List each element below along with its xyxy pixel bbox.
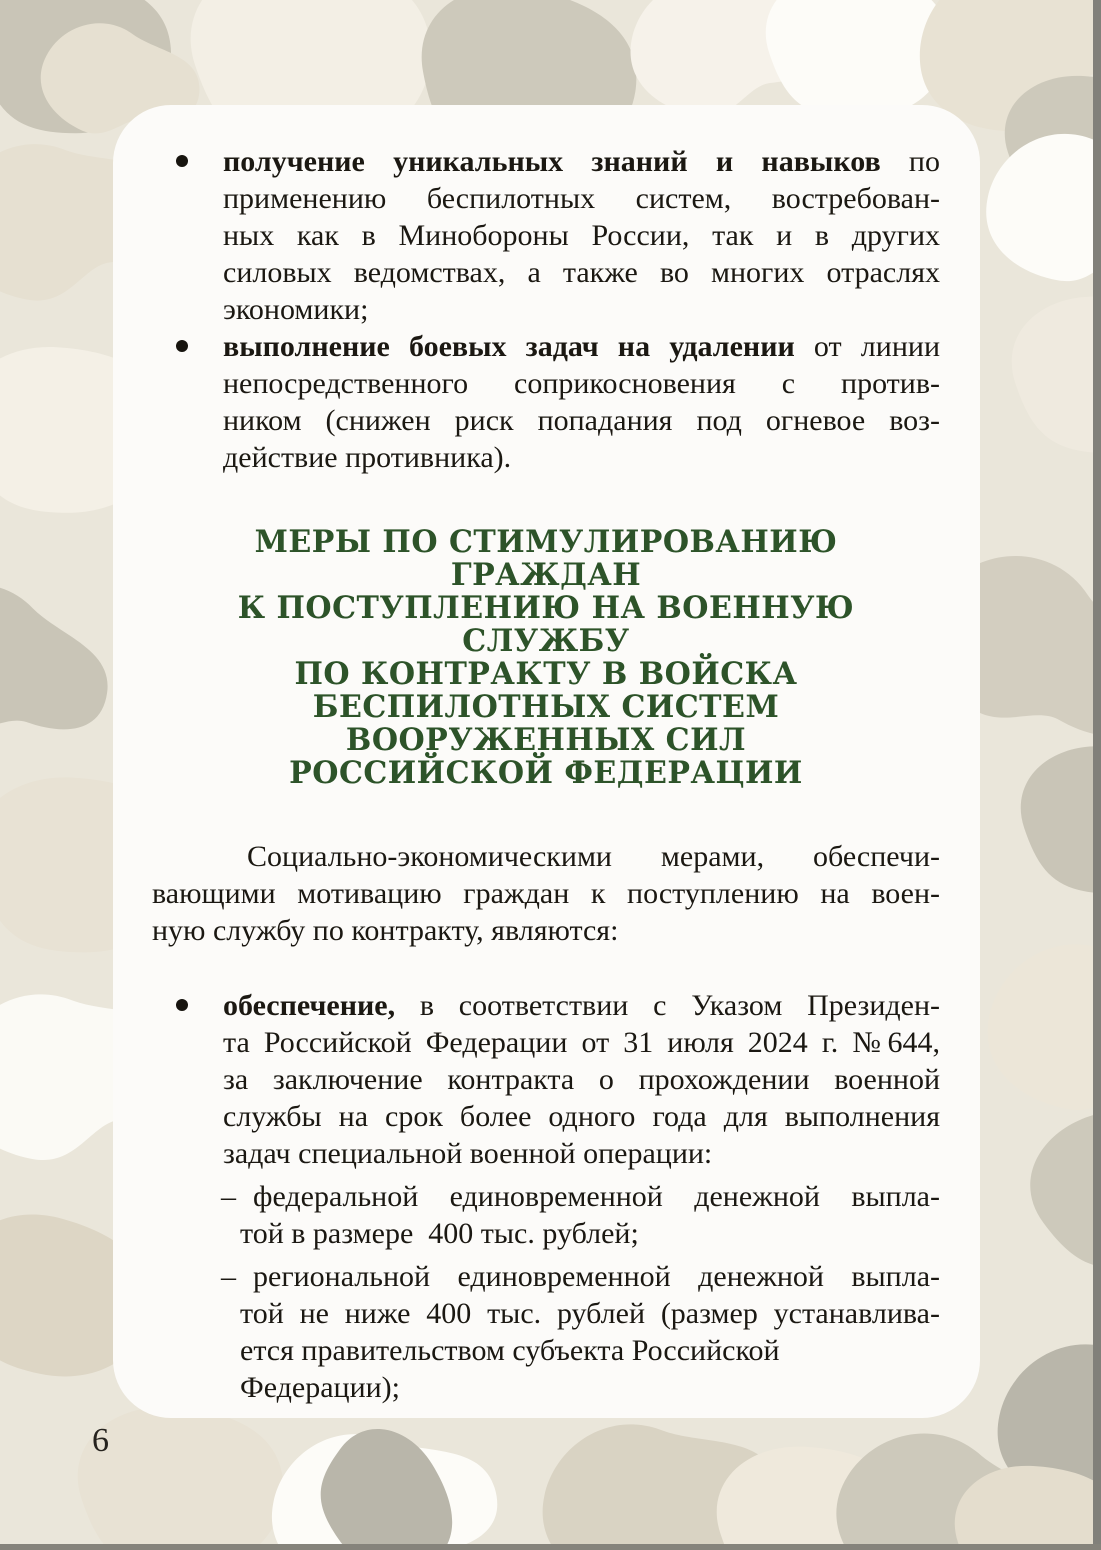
text-line: ется правительством субъекта Российской <box>240 1334 780 1367</box>
text-line: той в размере 400 тыс. рублей; <box>240 1217 639 1250</box>
heading-line: ПО КОНТРАКТУ В ВОЙСКА <box>294 656 798 692</box>
text-line: Социально-экономическими мерами, обеспечи- <box>247 840 940 873</box>
text-line: силовых ведомствах, а также во многих отраслях <box>223 256 940 289</box>
bullet-marker-icon <box>176 999 188 1011</box>
edge-strip-right <box>1093 0 1101 1550</box>
text-line <box>223 143 940 180</box>
text-line: ником (снижен риск попадания под огневое воз- <box>223 404 940 437</box>
dash-marker: – <box>221 1260 236 1293</box>
heading-line: ГРАЖДАН <box>450 557 642 593</box>
text-line: региональной единовременной денежной выпла- <box>253 1260 940 1293</box>
intro-paragraph <box>152 838 940 949</box>
text-line: Федерации); <box>240 1371 401 1404</box>
text-run: по <box>880 145 940 178</box>
list-item-payments <box>152 987 940 1172</box>
text-line: действие противника). <box>223 441 512 474</box>
text-line: задач специальной военной операции: <box>223 1137 713 1170</box>
bullet-marker-icon <box>176 155 188 167</box>
text-line: федеральной единовременной денежной выпла- <box>253 1180 940 1213</box>
text-line: экономики; <box>223 293 369 326</box>
text-line <box>223 328 940 365</box>
page-number: 6 <box>92 1422 109 1459</box>
text-line: ных как в Минобороны России, так и в других <box>223 219 940 252</box>
heading-line: БЕСПИЛОТНЫХ СИСТЕМ <box>312 689 780 725</box>
bullet-marker-icon <box>176 340 188 352</box>
text-run: от линии <box>794 330 940 363</box>
card-content <box>152 143 940 1406</box>
list-item-unique-knowledge <box>152 143 940 328</box>
bold-run: получение уникальных знаний и навыков <box>223 145 881 178</box>
text-line: вающими мотивацию граждан к поступлению на воен- <box>152 877 940 910</box>
heading-line: РОССИЙСКОЙ ФЕДЕРАЦИИ <box>289 755 803 791</box>
sub-list-item-federal-payment <box>152 1178 940 1252</box>
heading-line: ВООРУЖЕННЫХ СИЛ <box>345 722 747 758</box>
dash-marker: – <box>221 1180 236 1213</box>
edge-strip-bottom <box>0 1544 1101 1550</box>
text-line: та Российской Федерации от 31 июля 2024 г. №644, <box>223 1026 940 1059</box>
bold-run: выполнение боевых задач на удалении <box>223 330 795 363</box>
text-line: непосредственного соприкосновения с против- <box>223 367 940 400</box>
section-heading <box>152 526 940 790</box>
heading-line: МЕРЫ ПО СТИМУЛИРОВАНИЮ <box>254 524 838 560</box>
sub-list-item-regional-payment <box>152 1258 940 1406</box>
heading-line: К ПОСТУПЛЕНИЮ НА ВОЕННУЮ СЛУЖБУ <box>237 590 855 659</box>
text-line: той не ниже 400 тыс. рублей (размер устанавлива- <box>240 1297 940 1330</box>
content-card <box>113 105 980 1418</box>
bold-run: обеспечение, <box>223 989 396 1022</box>
text-line: службы на срок более одного года для выполнения <box>223 1100 940 1133</box>
text-line: за заключение контракта о прохождении военной <box>223 1063 940 1096</box>
text-line: ную службу по контракту, являются: <box>152 914 619 947</box>
text-line: применению беспилотных систем, востребован- <box>223 182 940 215</box>
list-item-combat-tasks <box>152 328 940 476</box>
text-line <box>223 987 940 1024</box>
text-run: в соответствии с Указом Президен- <box>395 989 940 1022</box>
